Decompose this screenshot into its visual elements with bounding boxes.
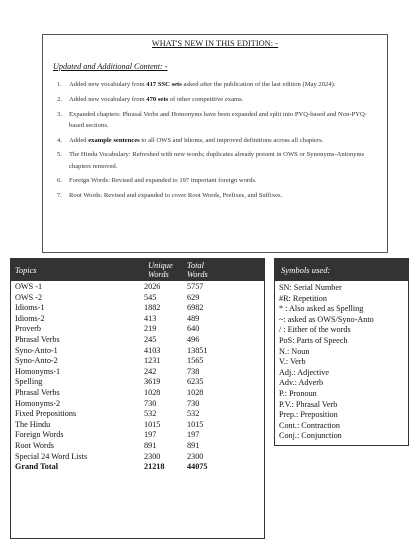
- table-row: [11, 452, 264, 463]
- unique-words-cell: 4103: [144, 345, 161, 355]
- total-words-cell: 496: [187, 334, 200, 344]
- list-item: [57, 149, 377, 171]
- list-item: [57, 79, 377, 90]
- unique-words-cell: 1028: [144, 387, 161, 397]
- list-item-text: The Hindu Vocabulary: Refreshed with new words; duplicates already present in OWS or Synonyms-Antonyms chapters removed.: [69, 151, 365, 170]
- table-row: [11, 409, 264, 420]
- symbol-item: #R: Repetition: [279, 293, 327, 303]
- total-words-cell: 730: [187, 398, 200, 408]
- symbol-item: Adv.: Adverb: [279, 378, 324, 388]
- list-item-number: 2.: [57, 95, 62, 103]
- table-row: [11, 314, 264, 325]
- unique-words-cell: 532: [144, 409, 157, 419]
- topic-cell: OWS -1: [15, 282, 43, 291]
- whats-new-title: WHAT'S NEW IN THIS EDITION: -: [151, 39, 279, 48]
- header-topics: Topics: [15, 266, 37, 275]
- symbols-list: [275, 281, 408, 442]
- unique-words-cell: 1015: [144, 419, 161, 429]
- topic-cell: Idioms-2: [15, 313, 45, 323]
- total-words-cell: 44075: [187, 462, 208, 472]
- table-row: [11, 377, 264, 388]
- symbol-item: Prep.: Preposition: [279, 410, 338, 420]
- unique-words-cell: 891: [144, 440, 157, 450]
- topic-cell: Phrasal Verbs: [15, 334, 60, 344]
- topic-cell: Proverb: [15, 324, 41, 334]
- table-row: [11, 399, 264, 410]
- table-row: [11, 430, 264, 441]
- symbol-item: * : Also asked as Spelling: [279, 304, 364, 314]
- total-words-cell: 6235: [187, 377, 204, 387]
- unique-words-cell: 242: [144, 366, 157, 376]
- unique-words-cell: 3619: [144, 377, 161, 387]
- symbols-box: [274, 258, 409, 446]
- unique-words-cell: 2300: [144, 451, 161, 461]
- header-unique-words: Unique Words: [148, 261, 173, 279]
- total-words-cell: 532: [187, 409, 200, 419]
- unique-words-cell: 197: [144, 430, 157, 440]
- symbol-item: Adj.: Adjective: [279, 367, 330, 377]
- topic-cell: Homonyms-2: [15, 398, 61, 408]
- symbol-item: SN: Serial Number: [279, 283, 342, 292]
- unique-words-cell: 21218: [144, 462, 165, 472]
- list-item: [57, 175, 377, 186]
- symbols-title: Symbols used:: [275, 259, 408, 281]
- total-words-cell: 1015: [187, 419, 204, 429]
- topic-cell: OWS -2: [15, 292, 43, 302]
- total-words-cell: 197: [187, 430, 200, 440]
- list-item-number: 6.: [57, 177, 62, 185]
- list-item-number: 1.: [57, 81, 62, 88]
- list-item-number: 7.: [57, 192, 62, 200]
- topic-cell: Phrasal Verbs: [15, 387, 60, 397]
- topic-cell: The Hindu: [15, 419, 51, 429]
- symbol-item: PoS: Parts of Speech: [279, 335, 348, 345]
- total-words-cell: 2300: [187, 451, 204, 461]
- grand-total-row: [11, 462, 264, 473]
- list-item: [57, 94, 377, 105]
- total-words-cell: 5757: [187, 282, 204, 291]
- symbol-item: N.: Noun: [279, 346, 310, 356]
- list-item-text: Added new vocabulary from 417 SSC sets asked after the publication of the last edition (May 2024).: [69, 81, 336, 88]
- list-item: [57, 109, 377, 131]
- unique-words-cell: 1231: [144, 356, 161, 366]
- symbol-item: / : Either of the words: [279, 325, 351, 335]
- topic-cell: Foreign Words: [15, 430, 64, 440]
- table-row: [11, 303, 264, 314]
- table-row: [11, 388, 264, 399]
- symbol-item: P.: Pronoun: [279, 388, 317, 398]
- topic-cell: Root Words: [15, 440, 54, 450]
- unique-words-cell: 413: [144, 313, 157, 323]
- topic-cell: Homonyms-1: [15, 366, 61, 376]
- total-words-cell: 738: [187, 366, 200, 376]
- total-words-cell: 1565: [187, 356, 204, 366]
- topic-cell: Spelling: [15, 377, 43, 387]
- symbol-item: Cont.: Contraction: [279, 420, 340, 430]
- table-header: [11, 259, 264, 281]
- table-row: [11, 335, 264, 346]
- header-total-words: Total Words: [187, 261, 208, 279]
- total-words-cell: 1028: [187, 387, 204, 397]
- updated-content-subtitle: Updated and Additional Content: -: [53, 62, 168, 71]
- list-item-text: Root Words: Revised and expanded to cover Root Words, Prefixes, and Suffixes.: [69, 192, 283, 200]
- topic-cell: Grand Total: [15, 462, 58, 472]
- table-row: [11, 356, 264, 367]
- updates-list: [53, 79, 377, 201]
- list-item-number: 4.: [57, 136, 62, 144]
- unique-words-cell: 545: [144, 292, 157, 302]
- table-row: [11, 420, 264, 431]
- topic-cell: Syno-Anto-2: [15, 356, 58, 366]
- symbol-item: V.: Verb: [279, 357, 306, 367]
- topic-cell: Syno-Anto-1: [15, 345, 58, 355]
- unique-words-cell: 2026: [144, 282, 161, 291]
- list-item-text: Expanded chapters: Phrasal Verbs and Homonyms have been expanded and split into PYQ-based and Non-PYQ-based sections.: [69, 110, 367, 129]
- total-words-cell: 891: [187, 440, 200, 450]
- total-words-cell: 13851: [187, 345, 208, 355]
- total-words-cell: 489: [187, 313, 200, 323]
- list-item-text: Foreign Words: Revised and expanded to 197 important foreign words.: [69, 177, 257, 185]
- topics-table: [10, 258, 265, 539]
- symbol-item: P.V.: Phrasal Verb: [279, 399, 338, 409]
- topic-cell: Idioms-1: [15, 303, 45, 313]
- symbol-item: Conj.: Conjunction: [279, 431, 342, 441]
- symbol-item: ~: asked as OWS/Syno-Anto: [279, 314, 374, 324]
- unique-words-cell: 219: [144, 324, 157, 334]
- topic-cell: Fixed Prepositions: [15, 409, 77, 419]
- total-words-cell: 640: [187, 324, 200, 334]
- unique-words-cell: 245: [144, 334, 157, 344]
- whats-new-box: [42, 34, 388, 253]
- table-row: [11, 282, 264, 293]
- list-item-number: 5.: [57, 151, 62, 159]
- table-row: [11, 367, 264, 378]
- table-row: [11, 293, 264, 304]
- total-words-cell: 629: [187, 292, 200, 302]
- list-item-text: Added new vocabulary from 470 sets of other competitive exams.: [69, 95, 244, 103]
- list-item: [57, 135, 377, 146]
- table-body: [11, 281, 264, 473]
- total-words-cell: 6982: [187, 303, 204, 313]
- unique-words-cell: 1882: [144, 303, 161, 313]
- topic-cell: Special 24 Word Lists: [15, 451, 88, 461]
- unique-words-cell: 730: [144, 398, 157, 408]
- list-item: [57, 190, 377, 201]
- table-row: [11, 324, 264, 335]
- table-row: [11, 346, 264, 357]
- list-item-text: Added example sentences to all OWS and Idioms, and improved definitions across all chapters.: [69, 136, 324, 144]
- table-row: [11, 441, 264, 452]
- list-item-number: 3.: [57, 110, 62, 118]
